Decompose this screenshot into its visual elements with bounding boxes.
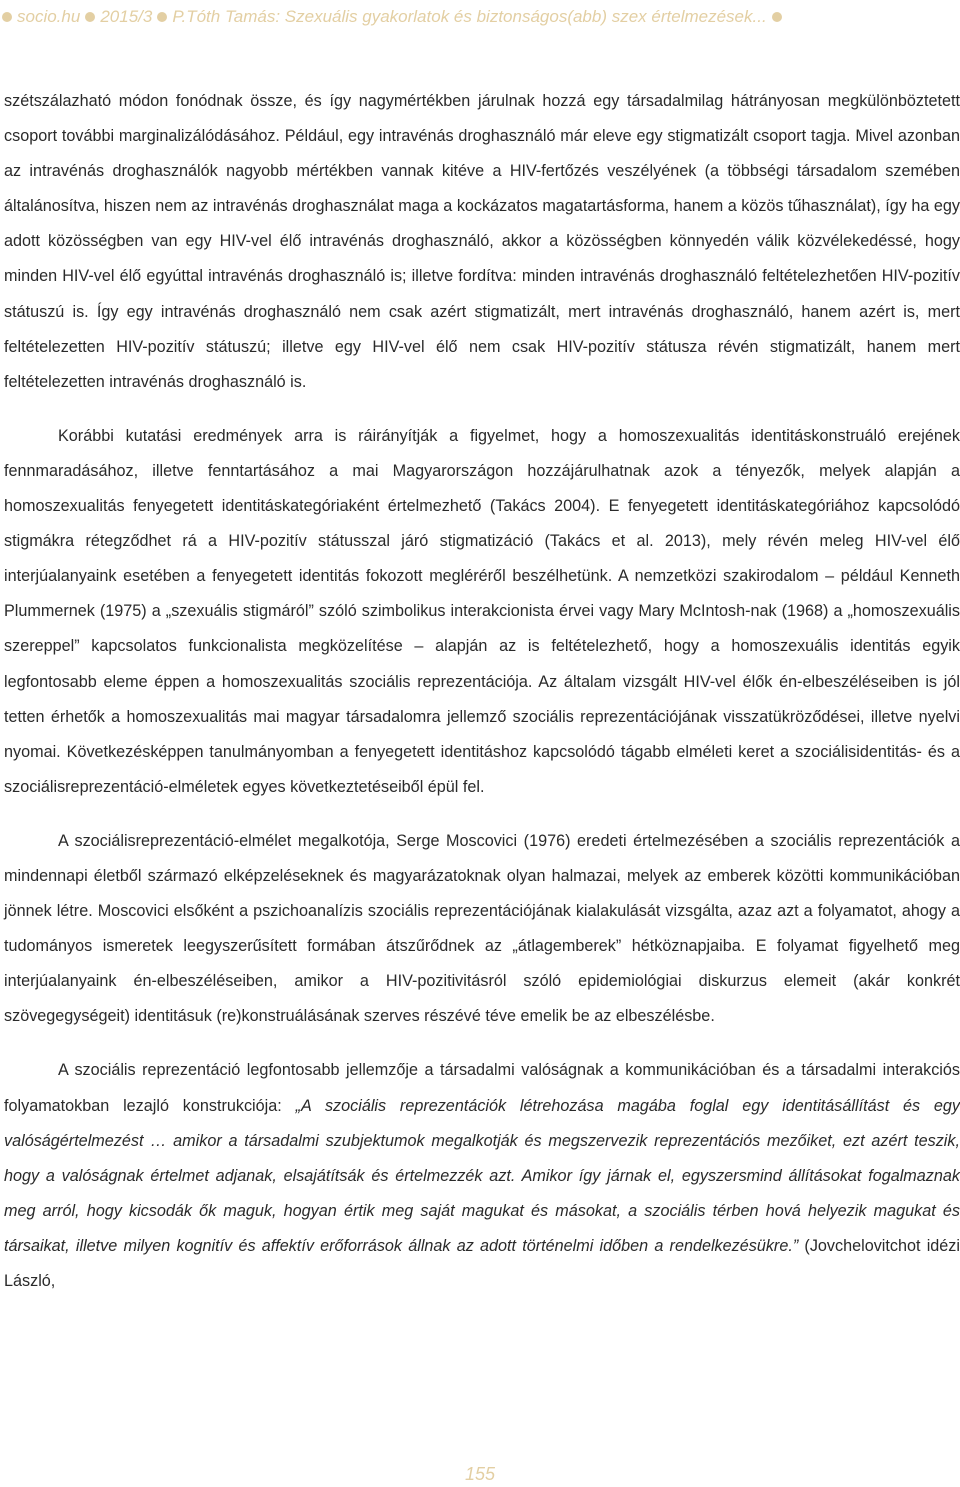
journal-name: socio.hu — [17, 7, 81, 26]
paragraph-1: szétszálazható módon fonódnak össze, és így nagymértékben járulnak hozzá egy társadalmilag hátrányosan megkülönböztetett csoport további marginalizálódásához. Például, egy intravénás droghasználó már eleve egy stigmatizált csoport tagja. Mivel azonban az intravénás droghasználók nagyobb mértékben vannak kitéve a HIV-fertőzés veszélyének (a többségi társadalom szemében általánosítva, hiszen nem az intravénás droghasználat maga a kockázatos magatartásforma, hanem a közös tűhasználat), így ha egy adott közösségben van egy HIV-vel élő intravénás droghasználó, akkor a közösségben könnyedén válik közvélekedéssé, hogy minden HIV-vel élő egyúttal intravénás droghasználó is; illetve fordítva: minden intravénás droghasználó feltételezhetően HIV-pozitív státuszú is. Így egy intravénás droghasználó nem csak azért stigmatizált, mert intravénás droghasználó, hanem azért is, mert feltételezetten HIV-pozitív státuszú; illetve egy HIV-vel élő nem csak HIV-pozitív státusza révén stigmatizált, hanem mert feltételezetten intravénás droghasználó is. — [4, 92, 960, 391]
paragraph-3: A szociálisreprezentáció-elmélet megalkotója, Serge Moscovici (1976) eredeti értelmezésében a szociális reprezentációk a mindennapi életből származó elképzeléseknek és magyarázatoknak olyan halmazai, melyek az emberek közötti kommunikációban jönnek létre. Moscovici elsőként a pszichoanalízis szociális reprezentációjának kialakulását vizsgálta, azaz azt a folyamatot, ahogy a tudományos ismeretek leegyszerűsített formában átszűrődnek az „átlagemberek” hétköznapjaiba. E folyamat figyelhető meg interjúalanyaink én-elbeszéléseiben, amikor a HIV-pozitivitásról szóló epidemiológiai diskurzus elemeit (akár konkrét szövegegységeit) identitásuk (re)konstruálásának szerves részévé téve emelik be az elbeszélésbe. — [4, 831, 960, 1026]
paragraph-4-lead: A szociális reprezentáció legfontosabb jellemzője a társadalmi valóságnak a kommunikációban és a társadalmi interakciós folyamatokban lezajló konstrukciója: — [4, 1061, 960, 1115]
running-header — [0, 0, 960, 34]
paragraph-4-citation: (Jovchelovitchot idézi László, — [4, 1236, 960, 1290]
body-text — [4, 84, 960, 1299]
paragraph-2: Korábbi kutatási eredmények arra is ráirányítják a figyelmet, hogy a homoszexualitás identitáskonstruáló erejének fennmaradásához, illetve fenntartásához a mai Magyarországon hozzájárulhatnak azok a tényezők, melyek alapján a homoszexualitás fenyegetett identitáskategóriaként értelmezhető (Takács 2004). E fenyegetett identitáskategóriához kapcsolódó stigmákra rétegződhet rá a HIV-pozitív státusszal járó stigmatizáció (Takács et al. 2013), mely révén meleg HIV-vel élő interjúalanyaink esetében a fenyegetett identitás fokozott megléréről beszélhetünk. A nemzetközi szakirodalom – például Kenneth Plummernek (1975) a „szexuális stigmáról” szóló szimbolikus interakcionista érvei vagy Mary McIntosh-nak (1968) a „homoszexuális szereppel” kapcsolatos funkcionalista megközelítése – alapján az is feltételezhető, hogy a homoszexuális identitás egyik legfontosabb eleme éppen a homoszexualitás szociális reprezentációja. Az általam vizsgált HIV-vel élők én-elbeszéléseiben is jól tetten érhetők a homoszexualitás mai magyar társadalomra jellemző szociális reprezentációjának visszatükröződései, illetve nyelvi nyomai. Következésképpen tanulmányomban a fenyegetett identitáshoz kapcsolódó tágabb elméleti keret a szociálisidentitás- és a szociálisreprezentáció-elméletek egyes következtetéseiből épül fel. — [4, 426, 960, 796]
bullet-dot-icon — [772, 12, 782, 22]
bullet-dot-icon — [157, 12, 167, 22]
journal-issue: 2015/3 — [100, 7, 153, 26]
paragraph-4 — [4, 1053, 960, 1299]
block-quotation: „A szociális reprezentációk létrehozása magába foglal egy identitásállítást és egy valóságértelmezést … amikor a társadalmi szubjektumok megalkotják és megszervezik reprezentációs mezőiket, ezt azért teszik, hogy a valóságnak értelmet adjanak, elsajátítsák és értelmezzék azt. Amikor így járnak el, egyszersmind állításokat fogalmaznak meg arról, hogy kicsodák ők maguk, hogyan értik meg saját magukat és másokat, a szociális térben hová helyezik magukat és társaikat, illetve milyen kognitív és affektív erőforrások állnak az adott történelmi időben a rendelkezésükre.” — [4, 1096, 960, 1255]
bullet-dot-icon — [85, 12, 95, 22]
page-number: 155 — [464, 1464, 496, 1484]
article-title: P.Tóth Tamás: Szexuális gyakorlatok és biztonságos(abb) szex értelmezések... — [172, 7, 767, 26]
bullet-dot-icon — [2, 12, 12, 22]
